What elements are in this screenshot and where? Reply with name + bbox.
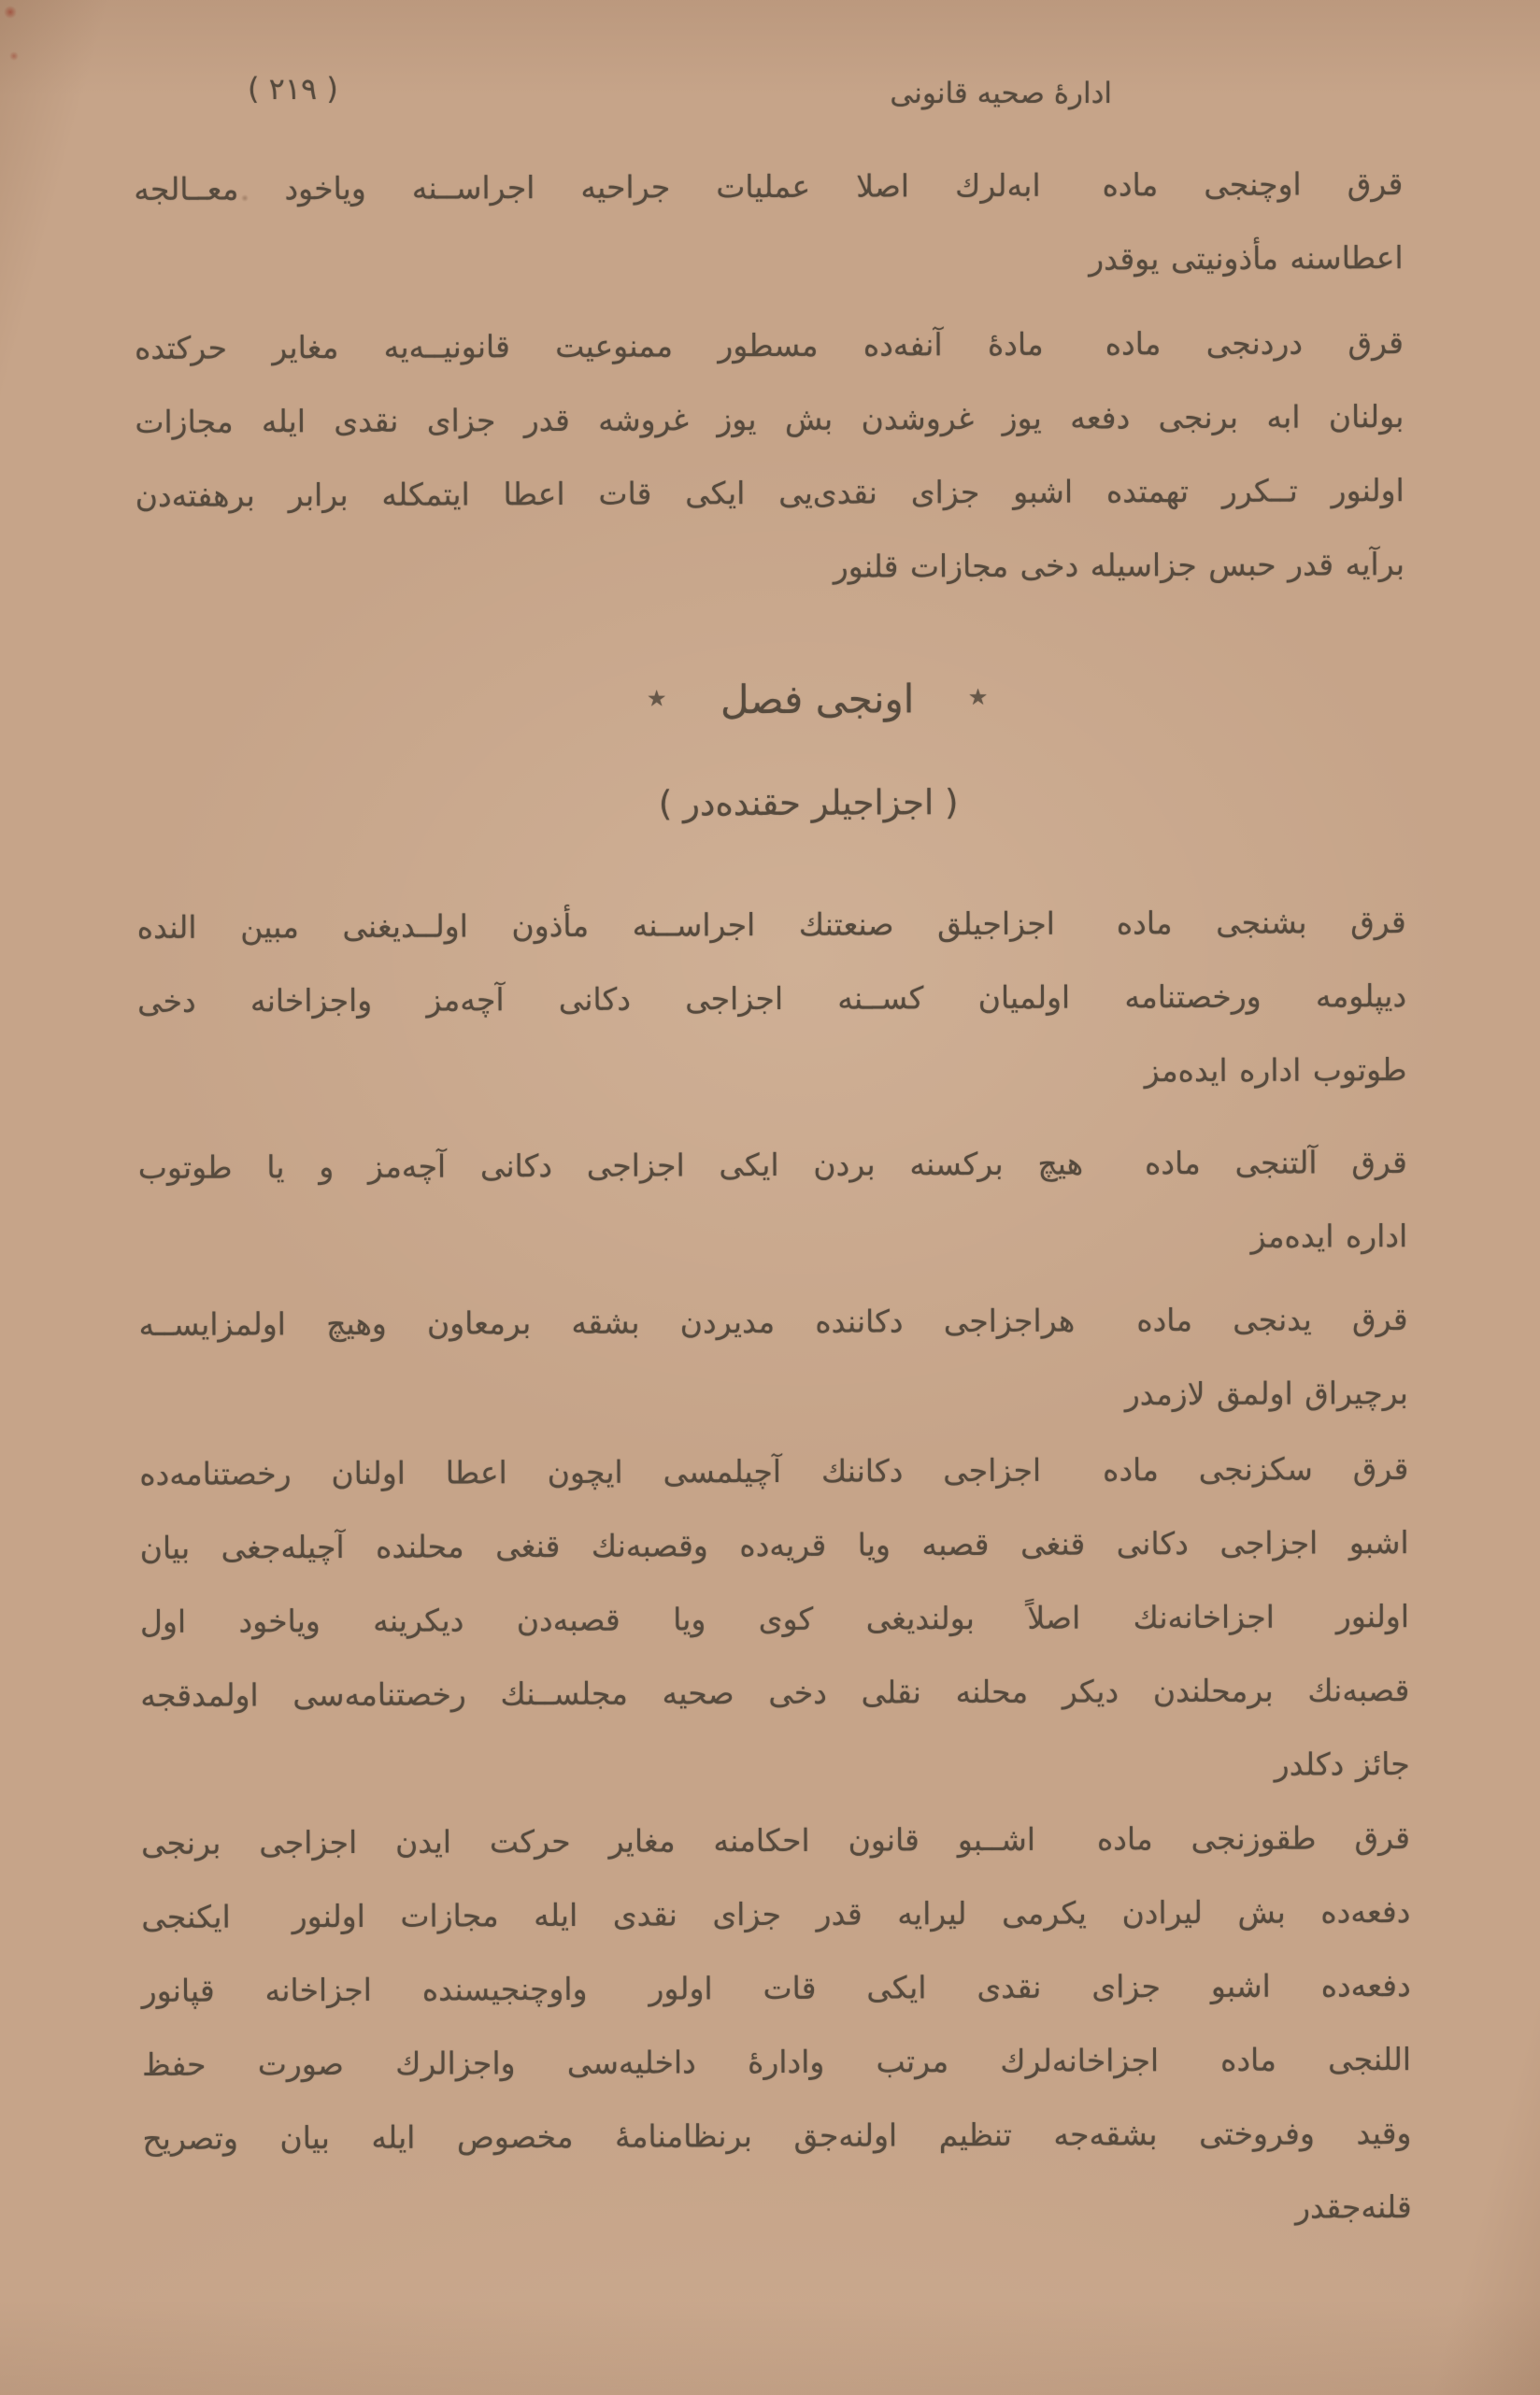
text-line: برآیه قدر حبس جزاسیله دخی مجازات قلنور: [833, 546, 1405, 585]
chapter-title: اونجی فصل: [720, 676, 915, 723]
text-line: دفعه‌ده اشبو جزای نقدی ایکی قات اولور واوچنجیسنده اجزاخانه قپانور: [141, 1967, 1411, 2009]
article-49: [141, 1801, 1411, 2028]
text-line: جائز دکلدر: [1274, 1746, 1410, 1783]
text-line: دفعه‌ده بش لیرادن یکرمی لیرایه قدر جزای نقدی ایله مجازات اولنور ایکنجی: [141, 1893, 1411, 1935]
chapter-heading: [183, 663, 1452, 737]
text-line: قرق سکزنجی ماده اجزاجی دکاننك آچیلمسی ایچون اعطا اولنان رخصتنامه‌ده: [139, 1450, 1409, 1492]
article-48: [139, 1432, 1410, 1806]
text-line: قلنه‌جقدر: [1294, 2188, 1412, 2226]
text-line: قرق اوچنجی ماده ابه‌لرك اصلا عملیات جراحیه اجراســنه ویاخود معــالجه: [134, 165, 1404, 207]
text-line: طوتوب اداره ایده‌مز: [1144, 1051, 1407, 1090]
text-line: اولنور تــکرر تهمتده اشبو جزای نقدی‌یی ایکی قات اعطا ایتمکله برابر برهفته‌دن: [135, 472, 1405, 514]
text-line: اشبو اجزاجی دکانی قنغی قصبه ویا قریه‌ده وقصبه‌نك قنغی محلنده آچیله‌جغی بیان: [139, 1524, 1409, 1566]
page-number: ( ٢١٩ ): [248, 71, 338, 107]
ornament-star-icon: ٭: [967, 674, 989, 719]
text-line: قرق آلتنجی ماده هیچ برکسنه بردن ایکی اجزاجی دکانی آچه‌مز و یا طوتوب: [137, 1144, 1407, 1186]
text-line: دیپلومه ورخصتنامه اولمیان کســنه اجزاجی دکانی آچه‌مز واجزاخانه دخی: [137, 977, 1407, 1019]
chapter-subheading: ( اجزاجیلر حقنده‌در ): [658, 782, 959, 824]
text-line: قرق دردنجی ماده مادهٔ آنفه‌ده مسطور ممنوعیت قانونیــه‌یه مغایر حرکتده: [134, 324, 1405, 366]
text-line: قرق یدنجی ماده هراجزاجی دکاننده مدیردن بشقه برمعاون وهیچ اولمزایســه: [138, 1301, 1408, 1343]
article-43: [134, 147, 1404, 300]
article-50: [142, 2022, 1412, 2249]
article-46: [138, 1125, 1408, 1278]
text-line: وقید وفروختی بشقه‌جه تنظیم اولنه‌جق برنظامنامهٔ مخصوص ایله بیان وتصریح: [142, 2115, 1412, 2157]
text-line: قصبه‌نك برمحلندن دیکر محلنه نقلی دخی صحیه مجلســنك رخصتنامه‌سی اولمدقجه: [140, 1672, 1410, 1714]
text-line: قرق طقوزنجی ماده اشــبو قانون احکامنه مغایر حرکت ایدن اجزاجی برنجی: [140, 1819, 1411, 1861]
text-line: اولنور اجزاخانه‌نك اصلاً بولندیغی کوی ویا قصبه‌دن دیکرینه ویاخود اول: [139, 1598, 1410, 1640]
text-line: اعطاسنه مأذونیتی یوقدر: [1089, 239, 1404, 278]
text-line: بولنان ابه برنجی دفعه یوز غروشدن بش یوز غروشه قدر جزای نقدی ایله مجازات: [135, 398, 1405, 440]
page-body: [134, 134, 1412, 2249]
text-line: برچیراق اولمق لازمدر: [1124, 1375, 1409, 1413]
text-line: اداره ایده‌مز: [1250, 1218, 1408, 1255]
page-header: [0, 71, 1540, 140]
text-line: اللنجی ماده اجزاخانه‌لرك مرتب وادارهٔ داخلیه‌سی واجزالرك صورت حفظ: [141, 2041, 1412, 2083]
article-44: [135, 306, 1405, 606]
text-line: قرق بشنجی ماده اجزاجیلق صنعتنك اجراســنه مأذون اولــدیغنی مبین النده: [136, 904, 1406, 946]
ornament-star-icon: ٭: [646, 676, 667, 720]
running-title: ادارهٔ صحیه قانونی: [890, 77, 1112, 110]
article-45: [137, 885, 1407, 1112]
article-47: [138, 1282, 1408, 1435]
